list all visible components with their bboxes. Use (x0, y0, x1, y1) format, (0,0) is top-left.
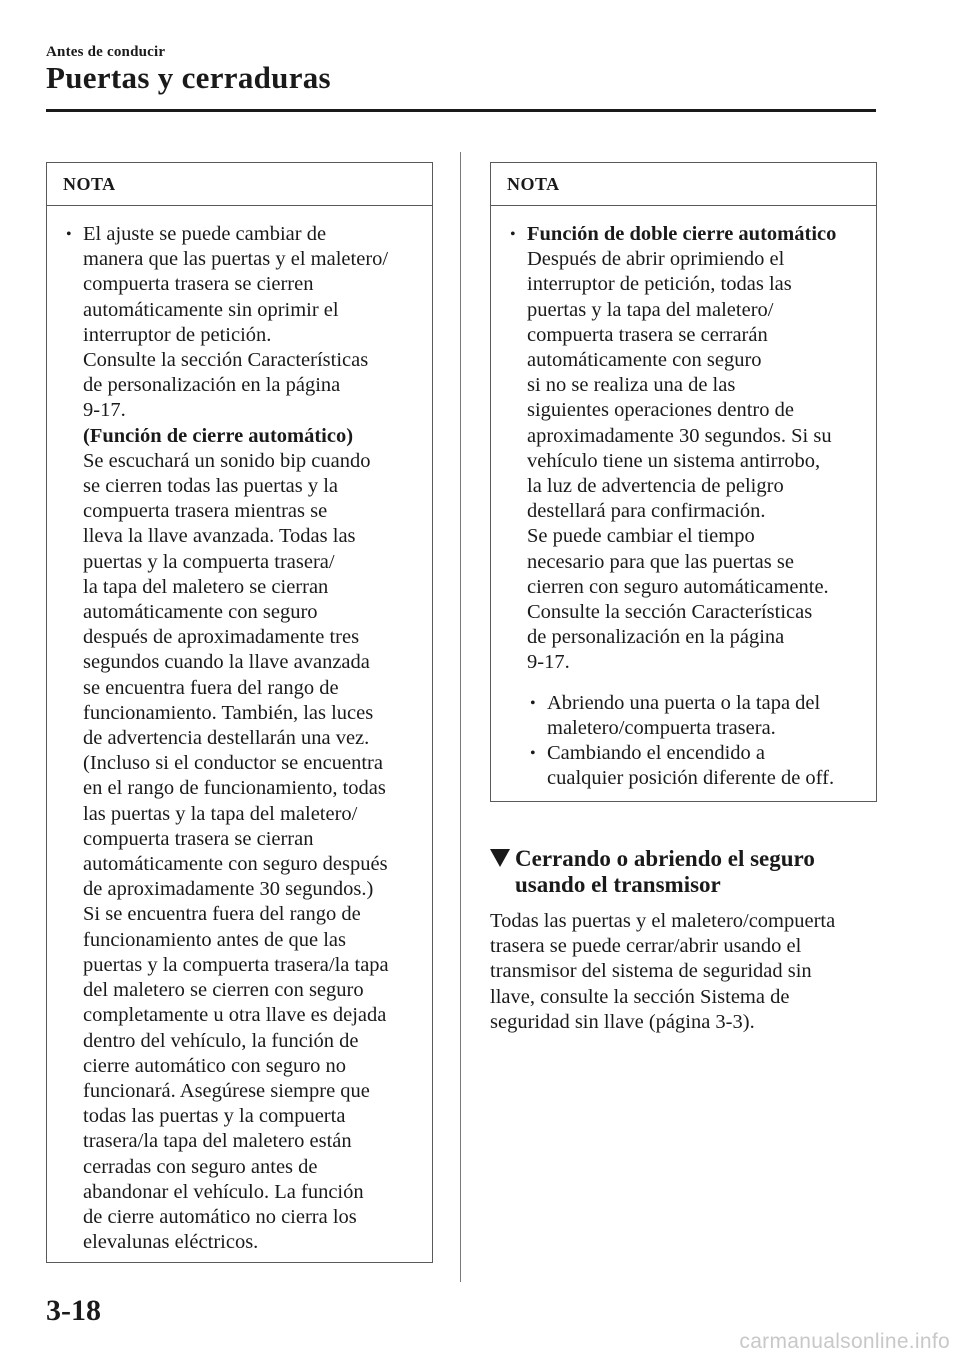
note-line: puertas y la compuerta trasera/la tapa (83, 953, 389, 976)
note-line: puertas y la compuerta trasera/ (83, 550, 335, 573)
sub-item-line: • Abriendo una puerta o la tapa del (547, 691, 821, 714)
page-number: 3-18 (46, 1294, 101, 1327)
note-line: se cierren todas las puertas y la (83, 475, 339, 498)
note-line: de personalización en la página (83, 374, 341, 397)
note-line: del maletero se cierren con seguro (83, 979, 364, 1002)
title-rule (46, 109, 876, 112)
note-line: abandonar el vehículo. La función (83, 1180, 364, 1203)
note-line: se encuentra fuera del rango de (83, 676, 339, 699)
note-line: en el rango de funcionamiento, todas (83, 777, 386, 800)
note-line: funcionamiento. También, las luces (83, 701, 374, 724)
sub-item-line: cualquier posición diferente de off. (547, 767, 835, 790)
note-line: necesario para que las puertas se (527, 550, 794, 573)
note-line: (Incluso si el conductor se encuentra (83, 752, 383, 775)
note-line: dentro del vehículo, la función de (83, 1029, 359, 1052)
note-line: de advertencia destellarán una vez. (83, 727, 370, 750)
note-subheading: (Función de cierre automático) (83, 424, 354, 447)
note-body (47, 206, 432, 1265)
sub-list (527, 691, 868, 792)
note-line: Consulte la sección Características (527, 601, 813, 624)
note-line: todas las puertas y la compuerta (83, 1105, 346, 1128)
note-line: las puertas y la tapa del maletero/ (83, 802, 358, 825)
note-line: aproximadamente 30 segundos. Si su (527, 424, 832, 447)
subsection-title-line: Cerrando o abriendo el seguro (515, 846, 815, 871)
note-line: siguientes operaciones dentro de (527, 399, 794, 422)
note-line: automáticamente con seguro (83, 601, 318, 624)
sub-item-line: maletero/compuerta trasera. (547, 716, 776, 739)
note-line: automáticamente con seguro después (83, 853, 388, 876)
note-line: 9-17. (527, 651, 570, 674)
note-line: cerradas con seguro antes de (83, 1155, 318, 1178)
note-subheading: • Función de doble cierre automático (527, 223, 837, 245)
note-box-left (46, 162, 433, 1263)
subsection-body (490, 909, 835, 1035)
note-line: Consulte la sección Características (83, 349, 369, 372)
note-line: trasera/la tapa del maletero están (83, 1130, 352, 1153)
note-line: interruptor de petición. (83, 323, 272, 346)
body-line: transmisor del sistema de seguridad sin (490, 960, 812, 983)
sub-item-line: • Cambiando el encendido a (547, 742, 766, 765)
note-line: compuerta trasera se cierran (83, 827, 314, 850)
note-line: 9-17. (83, 399, 126, 422)
note-line: Después de abrir oprimiendo el (527, 248, 785, 271)
note-line: interruptor de petición, todas las (527, 273, 792, 296)
section-label: Antes de conducir (46, 44, 166, 60)
subsection-title-line: usando el transmisor (515, 872, 721, 897)
note-bullet (83, 222, 424, 1255)
note-body (491, 206, 876, 801)
note-line: vehículo tiene un sistema antirrobo, (527, 449, 821, 472)
watermark: carmanualsonline.info (739, 1330, 950, 1353)
note-line: la luz de advertencia de peligro (527, 475, 784, 498)
note-line: después de aproximadamente tres (83, 626, 360, 649)
note-line: Se escuchará un sonido bip cuando (83, 449, 371, 472)
note-line: automáticamente sin oprimir el (83, 298, 339, 321)
note-line: • El ajuste se puede cambiar de (83, 223, 327, 245)
note-line: lleva la llave avanzada. Todas las (83, 525, 356, 548)
body-line: Todas las puertas y el maletero/compuerta (490, 910, 836, 932)
note-line: puertas y la tapa del maletero/ (527, 298, 774, 321)
note-line: la tapa del maletero se cierran (83, 575, 329, 598)
sub-item (547, 741, 868, 791)
note-line: manera que las puertas y el maletero/ (83, 248, 389, 271)
note-line: de personalización en la página (527, 626, 785, 649)
note-line: automáticamente con seguro (527, 349, 762, 372)
note-line: compuerta trasera mientras se (83, 500, 328, 523)
note-bullet (527, 222, 868, 791)
note-line: cierren con seguro automáticamente. (527, 575, 829, 598)
body-line: llave, consulte la sección Sistema de (490, 985, 790, 1008)
note-line: de cierre automático no cierra los (83, 1205, 357, 1228)
note-line: Si se encuentra fuera del rango de (83, 903, 361, 926)
sub-item (547, 691, 868, 741)
body-line: trasera se puede cerrar/abrir usando el (490, 935, 802, 958)
note-heading: NOTA (491, 163, 876, 206)
note-line: destellará para confirmación. (527, 500, 766, 523)
page-title: Puertas y cerraduras (46, 60, 331, 95)
triangle-marker-icon (490, 849, 510, 867)
note-line: Se puede cambiar el tiempo (527, 525, 755, 548)
note-line: funcionamiento antes de que las (83, 928, 346, 951)
note-line: de aproximadamente 30 segundos.) (83, 878, 374, 901)
note-box-right (490, 162, 877, 802)
note-line: completamente u otra llave es dejada (83, 1004, 387, 1027)
note-line: compuerta trasera se cerrarán (527, 323, 768, 346)
note-heading: NOTA (47, 163, 432, 206)
note-line: compuerta trasera se cierren (83, 273, 314, 296)
note-line: segundos cuando la llave avanzada (83, 651, 370, 674)
column-divider (460, 152, 461, 1282)
note-line: elevalunas eléctricos. (83, 1231, 259, 1254)
note-line: cierre automático con seguro no (83, 1054, 346, 1077)
note-line: funcionará. Asegúrese siempre que (83, 1079, 370, 1102)
body-line: seguridad sin llave (página 3-3). (490, 1010, 755, 1033)
note-line: si no se realiza una de las (527, 374, 736, 397)
